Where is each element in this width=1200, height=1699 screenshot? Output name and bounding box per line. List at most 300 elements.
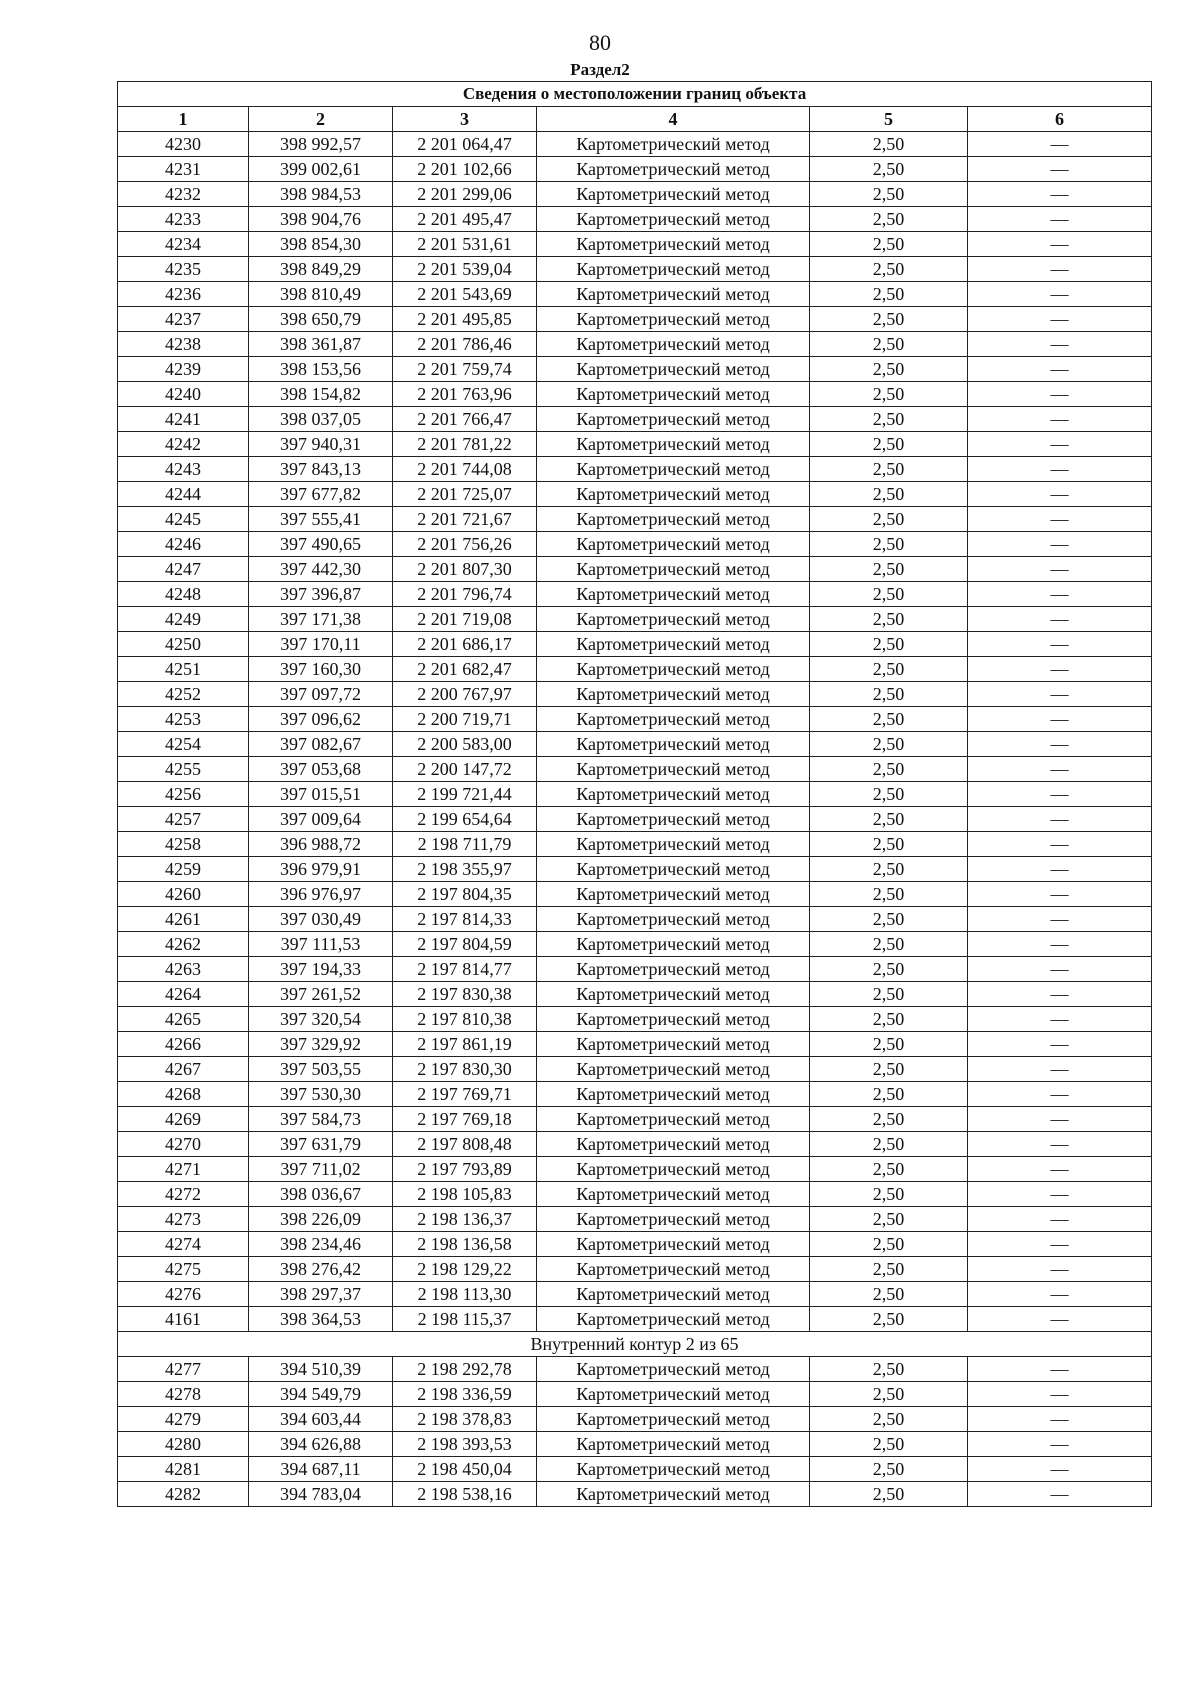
table-row: [118, 982, 1152, 1007]
method-cell: Картометрический метод: [537, 857, 810, 882]
point-number-cell: 4265: [118, 1007, 249, 1032]
empty-mark-cell: —: [968, 632, 1152, 657]
point-number-cell: 4260: [118, 882, 249, 907]
method-cell: Картометрический метод: [537, 332, 810, 357]
empty-mark-cell: —: [968, 282, 1152, 307]
point-number-cell: 4271: [118, 1157, 249, 1182]
x-coordinate-cell: 398 992,57: [249, 132, 393, 157]
accuracy-cell: 2,50: [810, 232, 968, 257]
point-number-cell: 4261: [118, 907, 249, 932]
method-cell: Картометрический метод: [537, 1057, 810, 1082]
method-cell: Картометрический метод: [537, 257, 810, 282]
accuracy-cell: 2,50: [810, 307, 968, 332]
x-coordinate-cell: 397 555,41: [249, 507, 393, 532]
y-coordinate-cell: 2 201 763,96: [393, 382, 537, 407]
method-cell: Картометрический метод: [537, 832, 810, 857]
accuracy-cell: 2,50: [810, 1207, 968, 1232]
x-coordinate-cell: 394 603,44: [249, 1407, 393, 1432]
section-title: Раздел2: [570, 60, 630, 79]
y-coordinate-cell: 2 201 781,22: [393, 432, 537, 457]
y-coordinate-cell: 2 198 136,58: [393, 1232, 537, 1257]
accuracy-cell: 2,50: [810, 707, 968, 732]
empty-mark-cell: —: [968, 357, 1152, 382]
x-coordinate-cell: 398 810,49: [249, 282, 393, 307]
point-number-cell: 4278: [118, 1382, 249, 1407]
x-coordinate-cell: 398 226,09: [249, 1207, 393, 1232]
x-coordinate-cell: 399 002,61: [249, 157, 393, 182]
empty-mark-cell: —: [968, 657, 1152, 682]
point-number-cell: 4259: [118, 857, 249, 882]
accuracy-cell: 2,50: [810, 807, 968, 832]
table-row: [118, 1207, 1152, 1232]
method-cell: Картометрический метод: [537, 1207, 810, 1232]
point-number-cell: 4244: [118, 482, 249, 507]
x-coordinate-cell: 398 234,46: [249, 1232, 393, 1257]
y-coordinate-cell: 2 201 299,06: [393, 182, 537, 207]
x-coordinate-cell: 397 096,62: [249, 707, 393, 732]
y-coordinate-cell: 2 201 102,66: [393, 157, 537, 182]
point-number-cell: 4256: [118, 782, 249, 807]
x-coordinate-cell: 398 904,76: [249, 207, 393, 232]
table-row: [118, 807, 1152, 832]
empty-mark-cell: —: [968, 732, 1152, 757]
accuracy-cell: 2,50: [810, 782, 968, 807]
point-number-cell: 4258: [118, 832, 249, 857]
x-coordinate-cell: 398 854,30: [249, 232, 393, 257]
point-number-cell: 4281: [118, 1457, 249, 1482]
x-coordinate-cell: 394 626,88: [249, 1432, 393, 1457]
method-cell: Картометрический метод: [537, 182, 810, 207]
x-coordinate-cell: 398 037,05: [249, 407, 393, 432]
point-number-cell: 4246: [118, 532, 249, 557]
y-coordinate-cell: 2 199 654,64: [393, 807, 537, 832]
accuracy-cell: 2,50: [810, 1382, 968, 1407]
method-cell: Картометрический метод: [537, 982, 810, 1007]
y-coordinate-cell: 2 197 804,35: [393, 882, 537, 907]
method-cell: Картометрический метод: [537, 157, 810, 182]
accuracy-cell: 2,50: [810, 1232, 968, 1257]
empty-mark-cell: —: [968, 1432, 1152, 1457]
point-number-cell: 4267: [118, 1057, 249, 1082]
page-number: 80: [589, 30, 611, 55]
y-coordinate-cell: 2 201 807,30: [393, 557, 537, 582]
accuracy-cell: 2,50: [810, 1132, 968, 1157]
table-row: [118, 582, 1152, 607]
x-coordinate-cell: 394 549,79: [249, 1382, 393, 1407]
accuracy-cell: 2,50: [810, 1182, 968, 1207]
table-row: [118, 1407, 1152, 1432]
x-coordinate-cell: 394 783,04: [249, 1482, 393, 1507]
point-number-cell: 4251: [118, 657, 249, 682]
method-cell: Картометрический метод: [537, 357, 810, 382]
method-cell: Картометрический метод: [537, 1382, 810, 1407]
accuracy-cell: 2,50: [810, 1257, 968, 1282]
x-coordinate-cell: 398 153,56: [249, 357, 393, 382]
x-coordinate-cell: 397 329,92: [249, 1032, 393, 1057]
y-coordinate-cell: 2 198 336,59: [393, 1382, 537, 1407]
y-coordinate-cell: 2 201 786,46: [393, 332, 537, 357]
empty-mark-cell: —: [968, 1257, 1152, 1282]
point-number-cell: 4240: [118, 382, 249, 407]
method-cell: Картометрический метод: [537, 1107, 810, 1132]
y-coordinate-cell: 2 198 355,97: [393, 857, 537, 882]
point-number-cell: 4243: [118, 457, 249, 482]
empty-mark-cell: —: [968, 707, 1152, 732]
empty-mark-cell: —: [968, 1132, 1152, 1157]
table-row: [118, 532, 1152, 557]
y-coordinate-cell: 2 201 543,69: [393, 282, 537, 307]
empty-mark-cell: —: [968, 432, 1152, 457]
accuracy-cell: 2,50: [810, 407, 968, 432]
x-coordinate-cell: 397 097,72: [249, 682, 393, 707]
point-number-cell: 4249: [118, 607, 249, 632]
point-number-cell: 4241: [118, 407, 249, 432]
table-row: [118, 1132, 1152, 1157]
y-coordinate-cell: 2 200 147,72: [393, 757, 537, 782]
y-coordinate-cell: 2 198 105,83: [393, 1182, 537, 1207]
empty-mark-cell: —: [968, 557, 1152, 582]
x-coordinate-cell: 397 843,13: [249, 457, 393, 482]
x-coordinate-cell: 398 364,53: [249, 1307, 393, 1332]
accuracy-cell: 2,50: [810, 1432, 968, 1457]
empty-mark-cell: —: [968, 1307, 1152, 1332]
accuracy-cell: 2,50: [810, 507, 968, 532]
table-row: [118, 1032, 1152, 1057]
accuracy-cell: 2,50: [810, 657, 968, 682]
table-row: [118, 1432, 1152, 1457]
point-number-cell: 4255: [118, 757, 249, 782]
accuracy-cell: 2,50: [810, 1082, 968, 1107]
accuracy-cell: 2,50: [810, 557, 968, 582]
method-cell: Картометрический метод: [537, 707, 810, 732]
method-cell: Картометрический метод: [537, 1282, 810, 1307]
accuracy-cell: 2,50: [810, 832, 968, 857]
table-row: [118, 207, 1152, 232]
y-coordinate-cell: 2 197 861,19: [393, 1032, 537, 1057]
accuracy-cell: 2,50: [810, 757, 968, 782]
accuracy-cell: 2,50: [810, 957, 968, 982]
y-coordinate-cell: 2 197 814,77: [393, 957, 537, 982]
x-coordinate-cell: 397 194,33: [249, 957, 393, 982]
accuracy-cell: 2,50: [810, 532, 968, 557]
method-cell: Картометрический метод: [537, 1132, 810, 1157]
table-row: [118, 882, 1152, 907]
x-coordinate-cell: 397 711,02: [249, 1157, 393, 1182]
point-number-cell: 4230: [118, 132, 249, 157]
accuracy-cell: 2,50: [810, 1282, 968, 1307]
x-coordinate-cell: 397 442,30: [249, 557, 393, 582]
method-cell: Картометрический метод: [537, 1182, 810, 1207]
accuracy-cell: 2,50: [810, 207, 968, 232]
empty-mark-cell: —: [968, 832, 1152, 857]
point-number-cell: 4280: [118, 1432, 249, 1457]
point-number-cell: 4247: [118, 557, 249, 582]
y-coordinate-cell: 2 201 756,26: [393, 532, 537, 557]
empty-mark-cell: —: [968, 132, 1152, 157]
x-coordinate-cell: 397 015,51: [249, 782, 393, 807]
y-coordinate-cell: 2 201 531,61: [393, 232, 537, 257]
accuracy-cell: 2,50: [810, 182, 968, 207]
x-coordinate-cell: 397 170,11: [249, 632, 393, 657]
x-coordinate-cell: 398 984,53: [249, 182, 393, 207]
table-row: [118, 957, 1152, 982]
y-coordinate-cell: 2 198 113,30: [393, 1282, 537, 1307]
y-coordinate-cell: 2 198 136,37: [393, 1207, 537, 1232]
y-coordinate-cell: 2 201 759,74: [393, 357, 537, 382]
point-number-cell: 4239: [118, 357, 249, 382]
inner-contour-label: Внутренний контур 2 из 65: [118, 1332, 1152, 1357]
empty-mark-cell: —: [968, 232, 1152, 257]
x-coordinate-cell: 398 650,79: [249, 307, 393, 332]
y-coordinate-cell: 2 197 769,18: [393, 1107, 537, 1132]
y-coordinate-cell: 2 197 814,33: [393, 907, 537, 932]
accuracy-cell: 2,50: [810, 732, 968, 757]
y-coordinate-cell: 2 201 495,85: [393, 307, 537, 332]
x-coordinate-cell: 398 154,82: [249, 382, 393, 407]
accuracy-cell: 2,50: [810, 1457, 968, 1482]
empty-mark-cell: —: [968, 207, 1152, 232]
method-cell: Картометрический метод: [537, 1082, 810, 1107]
y-coordinate-cell: 2 198 115,37: [393, 1307, 537, 1332]
method-cell: Картометрический метод: [537, 732, 810, 757]
x-coordinate-cell: 397 530,30: [249, 1082, 393, 1107]
method-cell: Картометрический метод: [537, 932, 810, 957]
method-cell: Картометрический метод: [537, 757, 810, 782]
x-coordinate-cell: 397 160,30: [249, 657, 393, 682]
point-number-cell: 4237: [118, 307, 249, 332]
x-coordinate-cell: 397 171,38: [249, 607, 393, 632]
accuracy-cell: 2,50: [810, 982, 968, 1007]
method-cell: Картометрический метод: [537, 507, 810, 532]
table-body-divider: [118, 1332, 1152, 1357]
accuracy-cell: 2,50: [810, 1407, 968, 1432]
y-coordinate-cell: 2 197 804,59: [393, 932, 537, 957]
y-coordinate-cell: 2 197 808,48: [393, 1132, 537, 1157]
empty-mark-cell: —: [968, 1107, 1152, 1132]
x-coordinate-cell: 397 940,31: [249, 432, 393, 457]
accuracy-cell: 2,50: [810, 1032, 968, 1057]
accuracy-cell: 2,50: [810, 1482, 968, 1507]
accuracy-cell: 2,50: [810, 857, 968, 882]
point-number-cell: 4272: [118, 1182, 249, 1207]
x-coordinate-cell: 397 053,68: [249, 757, 393, 782]
empty-mark-cell: —: [968, 882, 1152, 907]
point-number-cell: 4277: [118, 1357, 249, 1382]
empty-mark-cell: —: [968, 257, 1152, 282]
y-coordinate-cell: 2 197 793,89: [393, 1157, 537, 1182]
empty-mark-cell: —: [968, 1282, 1152, 1307]
accuracy-cell: 2,50: [810, 432, 968, 457]
point-number-cell: 4266: [118, 1032, 249, 1057]
table-row: [118, 482, 1152, 507]
empty-mark-cell: —: [968, 382, 1152, 407]
point-number-cell: 4161: [118, 1307, 249, 1332]
point-number-cell: 4264: [118, 982, 249, 1007]
table-row: [118, 1057, 1152, 1082]
accuracy-cell: 2,50: [810, 282, 968, 307]
table-row: [118, 857, 1152, 882]
x-coordinate-cell: 397 396,87: [249, 582, 393, 607]
empty-mark-cell: —: [968, 932, 1152, 957]
table-row: [118, 182, 1152, 207]
table-row: [118, 682, 1152, 707]
y-coordinate-cell: 2 197 830,38: [393, 982, 537, 1007]
table-row: [118, 557, 1152, 582]
y-coordinate-cell: 2 198 711,79: [393, 832, 537, 857]
x-coordinate-cell: 397 320,54: [249, 1007, 393, 1032]
accuracy-cell: 2,50: [810, 257, 968, 282]
x-coordinate-cell: 397 082,67: [249, 732, 393, 757]
table-row: [118, 1182, 1152, 1207]
table-body-inner-contour: [118, 1357, 1152, 1507]
point-number-cell: 4252: [118, 682, 249, 707]
table-row: [118, 157, 1152, 182]
method-cell: Картометрический метод: [537, 1407, 810, 1432]
y-coordinate-cell: 2 198 378,83: [393, 1407, 537, 1432]
point-number-cell: 4245: [118, 507, 249, 532]
table-row: [118, 1357, 1152, 1382]
table-row: [118, 732, 1152, 757]
y-coordinate-cell: 2 198 129,22: [393, 1257, 537, 1282]
table-row: [118, 457, 1152, 482]
y-coordinate-cell: 2 201 495,47: [393, 207, 537, 232]
empty-mark-cell: —: [968, 1207, 1152, 1232]
x-coordinate-cell: 397 631,79: [249, 1132, 393, 1157]
y-coordinate-cell: 2 201 539,04: [393, 257, 537, 282]
column-header: 3: [393, 107, 537, 132]
method-cell: Картометрический метод: [537, 1257, 810, 1282]
y-coordinate-cell: 2 198 292,78: [393, 1357, 537, 1382]
method-cell: Картометрический метод: [537, 957, 810, 982]
column-header: 5: [810, 107, 968, 132]
column-header: 2: [249, 107, 393, 132]
y-coordinate-cell: 2 201 744,08: [393, 457, 537, 482]
method-cell: Картометрический метод: [537, 1357, 810, 1382]
table-row: [118, 832, 1152, 857]
y-coordinate-cell: 2 198 393,53: [393, 1432, 537, 1457]
empty-mark-cell: —: [968, 1232, 1152, 1257]
table-row: [118, 1482, 1152, 1507]
method-cell: Картометрический метод: [537, 1032, 810, 1057]
y-coordinate-cell: 2 198 538,16: [393, 1482, 537, 1507]
table-row: [118, 1307, 1152, 1332]
y-coordinate-cell: 2 197 830,30: [393, 1057, 537, 1082]
method-cell: Картометрический метод: [537, 657, 810, 682]
method-cell: Картометрический метод: [537, 807, 810, 832]
table-row: [118, 1157, 1152, 1182]
y-coordinate-cell: 2 200 719,71: [393, 707, 537, 732]
y-coordinate-cell: 2 200 583,00: [393, 732, 537, 757]
boundary-table: [117, 81, 1152, 1507]
method-cell: Картометрический метод: [537, 1457, 810, 1482]
x-coordinate-cell: 398 849,29: [249, 257, 393, 282]
table-row: [118, 657, 1152, 682]
empty-mark-cell: —: [968, 1482, 1152, 1507]
empty-mark-cell: —: [968, 982, 1152, 1007]
table-row: [118, 132, 1152, 157]
method-cell: Картометрический метод: [537, 1232, 810, 1257]
empty-mark-cell: —: [968, 307, 1152, 332]
point-number-cell: 4232: [118, 182, 249, 207]
table-row: [118, 707, 1152, 732]
point-number-cell: 4235: [118, 257, 249, 282]
accuracy-cell: 2,50: [810, 607, 968, 632]
table-row: [118, 332, 1152, 357]
point-number-cell: 4274: [118, 1232, 249, 1257]
table-caption-row: [118, 82, 1152, 107]
point-number-cell: 4250: [118, 632, 249, 657]
x-coordinate-cell: 397 261,52: [249, 982, 393, 1007]
empty-mark-cell: —: [968, 807, 1152, 832]
table-row: [118, 1382, 1152, 1407]
x-coordinate-cell: 396 979,91: [249, 857, 393, 882]
empty-mark-cell: —: [968, 457, 1152, 482]
method-cell: Картометрический метод: [537, 882, 810, 907]
x-coordinate-cell: 398 276,42: [249, 1257, 393, 1282]
y-coordinate-cell: 2 201 721,67: [393, 507, 537, 532]
accuracy-cell: 2,50: [810, 1157, 968, 1182]
method-cell: Картометрический метод: [537, 282, 810, 307]
accuracy-cell: 2,50: [810, 907, 968, 932]
table-row: [118, 507, 1152, 532]
x-coordinate-cell: 397 490,65: [249, 532, 393, 557]
point-number-cell: 4257: [118, 807, 249, 832]
y-coordinate-cell: 2 201 686,17: [393, 632, 537, 657]
table-row: [118, 357, 1152, 382]
method-cell: Картометрический метод: [537, 607, 810, 632]
inner-contour-row: [118, 1332, 1152, 1357]
table-row: [118, 757, 1152, 782]
point-number-cell: 4234: [118, 232, 249, 257]
y-coordinate-cell: 2 201 725,07: [393, 482, 537, 507]
method-cell: Картометрический метод: [537, 557, 810, 582]
empty-mark-cell: —: [968, 1057, 1152, 1082]
point-number-cell: 4268: [118, 1082, 249, 1107]
x-coordinate-cell: 394 687,11: [249, 1457, 393, 1482]
point-number-cell: 4275: [118, 1257, 249, 1282]
empty-mark-cell: —: [968, 532, 1152, 557]
accuracy-cell: 2,50: [810, 932, 968, 957]
empty-mark-cell: —: [968, 1082, 1152, 1107]
point-number-cell: 4263: [118, 957, 249, 982]
x-coordinate-cell: 396 976,97: [249, 882, 393, 907]
empty-mark-cell: —: [968, 407, 1152, 432]
point-number-cell: 4242: [118, 432, 249, 457]
method-cell: Картометрический метод: [537, 1007, 810, 1032]
table-row: [118, 232, 1152, 257]
accuracy-cell: 2,50: [810, 632, 968, 657]
empty-mark-cell: —: [968, 1382, 1152, 1407]
point-number-cell: 4279: [118, 1407, 249, 1432]
y-coordinate-cell: 2 201 064,47: [393, 132, 537, 157]
table-row: [118, 607, 1152, 632]
column-header: 1: [118, 107, 249, 132]
table-header-row: [118, 107, 1152, 132]
empty-mark-cell: —: [968, 332, 1152, 357]
accuracy-cell: 2,50: [810, 1307, 968, 1332]
table-row: [118, 907, 1152, 932]
accuracy-cell: 2,50: [810, 1107, 968, 1132]
table-row: [118, 432, 1152, 457]
x-coordinate-cell: 397 009,64: [249, 807, 393, 832]
point-number-cell: 4253: [118, 707, 249, 732]
point-number-cell: 4248: [118, 582, 249, 607]
empty-mark-cell: —: [968, 507, 1152, 532]
x-coordinate-cell: 397 503,55: [249, 1057, 393, 1082]
table-row: [118, 1257, 1152, 1282]
empty-mark-cell: —: [968, 1357, 1152, 1382]
point-number-cell: 4276: [118, 1282, 249, 1307]
